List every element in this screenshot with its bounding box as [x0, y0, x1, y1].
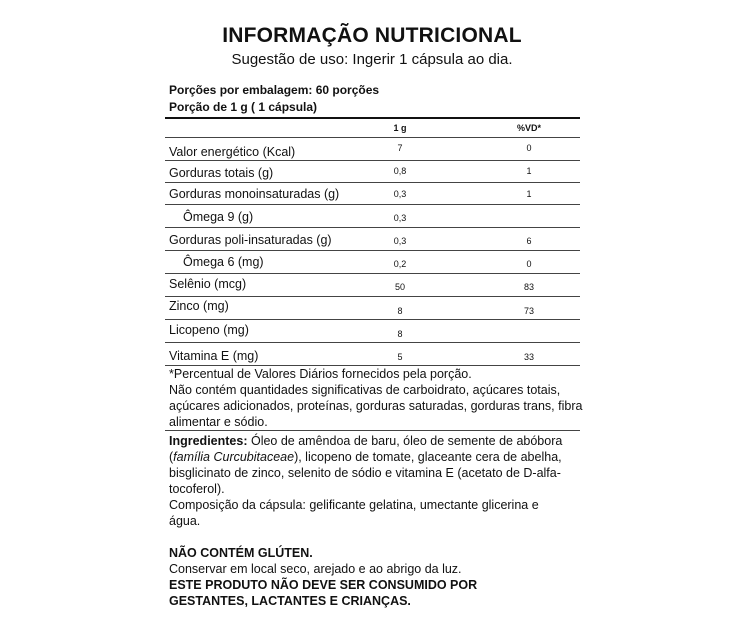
- row-amount: 5: [397, 352, 403, 362]
- usage-suggestion: Sugestão de uso: Ingerir 1 cápsula ao dia.: [231, 51, 513, 68]
- row-amount: 8: [397, 306, 403, 316]
- table-divider: [165, 296, 580, 297]
- table-divider: [165, 137, 580, 138]
- table-top-rule: [165, 117, 580, 119]
- section-divider: [165, 430, 580, 431]
- portion-size: Porção de 1 g ( 1 cápsula): [169, 100, 318, 114]
- row-amount: 7: [397, 143, 403, 153]
- row-amount: 8: [397, 329, 403, 339]
- row-dv: 1: [526, 189, 532, 199]
- row-label: Ômega 9 (g): [183, 210, 254, 224]
- column-header-dv: %VD*: [516, 123, 541, 133]
- table-divider: [165, 273, 580, 274]
- ingredients-text-2: ), licopeno de tomate, glaceante cera de abelha, bisglicinato de zinco, selenito de sódio e vitamina E (acetato de D-alfa-tocoferol).: [169, 450, 562, 496]
- not-contains-note: Não contém quantidades significativas de carboidrato, açúcares totais, açúcares adicionados, proteínas, gorduras saturadas, gorduras trans, fibra alimentar e sódio.: [169, 383, 583, 429]
- row-amount: 0,3: [393, 236, 407, 246]
- table-divider: [165, 160, 580, 161]
- storage-instructions: Conservar em local seco, arejado e ao abrigo da luz.: [169, 562, 462, 576]
- row-amount: 0,8: [393, 166, 407, 176]
- ingredients-label: Ingredientes:: [169, 434, 248, 448]
- row-label: Selênio (mcg): [169, 277, 247, 291]
- row-dv: 33: [523, 352, 534, 362]
- table-divider: [165, 250, 580, 251]
- table-divider: [165, 342, 580, 343]
- ingredients-block: [169, 433, 589, 497]
- row-dv: 6: [526, 236, 532, 246]
- row-label: Zinco (mg): [169, 299, 229, 313]
- row-dv: 83: [523, 282, 534, 292]
- ingredients-text-1: Óleo de amêndoa de baru, óleo de semente de abóbora (: [169, 434, 563, 464]
- row-label: Vitamina E (mg): [169, 349, 259, 363]
- row-dv: 73: [523, 306, 534, 316]
- row-label: Ômega 6 (mg): [183, 255, 264, 269]
- row-label: Gorduras poli-insaturadas (g): [169, 233, 332, 247]
- row-dv: 0: [526, 259, 532, 269]
- ingredients-italic: família Curcubitaceae: [173, 450, 295, 464]
- row-dv: 1: [526, 166, 532, 176]
- gluten-warning: NÃO CONTÉM GLÚTEN.: [169, 546, 313, 560]
- row-label: Gorduras totais (g): [169, 166, 274, 180]
- table-divider: [165, 319, 580, 320]
- capsule-composition: Composição da cápsula: gelificante gelatina, umectante glicerina e água.: [169, 498, 539, 528]
- row-label: Valor energético (Kcal): [169, 145, 296, 159]
- row-amount: 50: [394, 282, 405, 292]
- row-label: Licopeno (mg): [169, 323, 249, 337]
- pregnancy-warning: ESTE PRODUTO NÃO DEVE SER CONSUMIDO POR GESTANTES, LACTANTES E CRIANÇAS.: [169, 578, 478, 608]
- table-divider: [165, 227, 580, 228]
- row-amount: 0,3: [393, 189, 407, 199]
- row-dv: 0: [526, 143, 532, 153]
- row-amount: 0,3: [393, 213, 407, 223]
- table-divider: [165, 204, 580, 205]
- row-label: Gorduras monoinsaturadas (g): [169, 187, 340, 201]
- column-header-amount: 1 g: [393, 123, 407, 133]
- servings-per-package: Porções por embalagem: 60 porções: [169, 83, 380, 97]
- row-amount: 0,2: [393, 259, 407, 269]
- page-title: INFORMAÇÃO NUTRICIONAL: [222, 24, 522, 47]
- table-divider: [165, 182, 580, 183]
- footnote: *Percentual de Valores Diários fornecidos pela porção.: [169, 367, 472, 381]
